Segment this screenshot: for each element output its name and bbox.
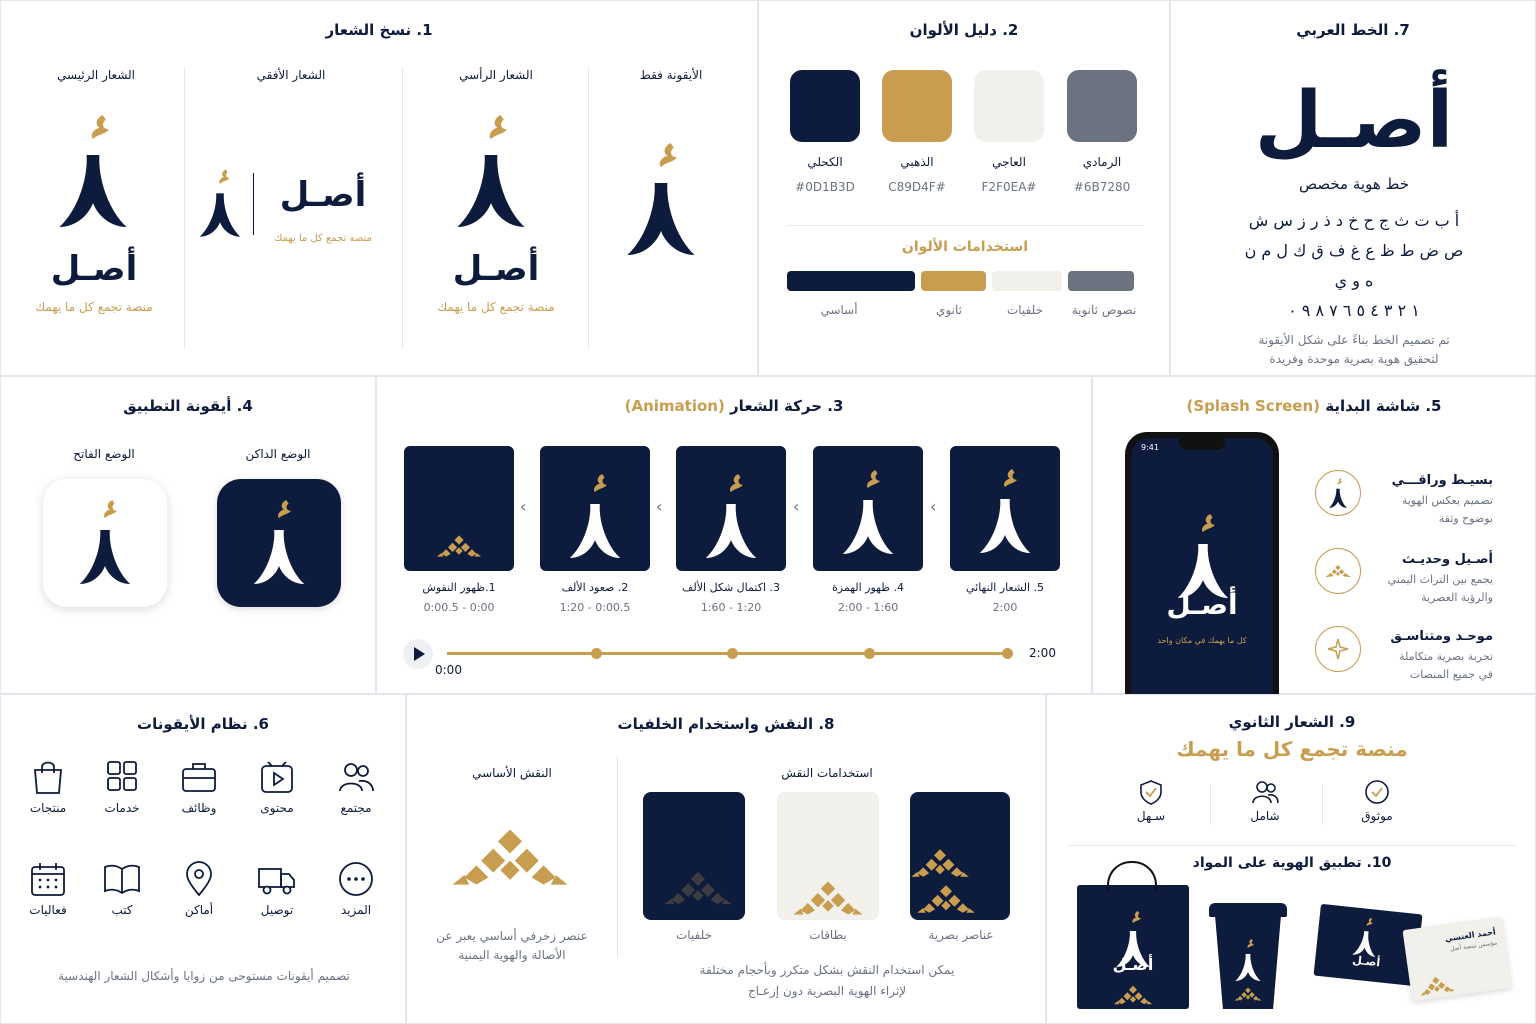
font-subtitle: خط هوية مخصص — [1298, 175, 1410, 193]
app-icon-panel — [0, 376, 376, 694]
alef-icon — [1233, 935, 1263, 985]
alef-icon — [975, 458, 1035, 564]
value-easy — [1111, 779, 1191, 823]
animation-frame — [676, 446, 786, 571]
coffee-cup-mockup — [1213, 903, 1283, 1009]
swatch-name: العاجي — [992, 155, 1026, 169]
usage-label: أساسي — [820, 303, 858, 317]
shield-check-icon — [1138, 779, 1164, 805]
icon-label: أماكن — [184, 903, 214, 917]
swatch-name: الذهبي — [900, 155, 934, 169]
feature-title: بسيـط وراقـــي — [1391, 473, 1493, 488]
feature-desc: بوضوح وثقة — [1438, 512, 1493, 525]
usage-bar-ivory — [992, 271, 1062, 291]
icon-label: مجتمع — [340, 801, 372, 815]
alphabet-row: ص ض ط ظ ع غ ف ق ك ل م ن — [1244, 241, 1464, 260]
wordmark: أصـل — [279, 175, 367, 215]
basic-pattern-label: النقش الأساسي — [472, 766, 552, 780]
chevron-right-icon: › — [793, 497, 800, 516]
section-title: 7. الخط العربي — [1296, 21, 1410, 39]
check-circle-icon — [1364, 779, 1390, 805]
card-name: أحمد العنسي — [1444, 927, 1497, 944]
animation-panel — [376, 376, 1092, 694]
shopping-bag-mockup — [1077, 885, 1189, 1009]
pattern-use-label: خلفيات — [675, 928, 713, 942]
card-role: مؤسس منصة أصل — [1449, 939, 1498, 953]
usage-bar-gold — [921, 271, 986, 291]
value-comprehensive — [1225, 779, 1305, 823]
pattern-icon — [447, 827, 573, 887]
usage-bar-navy — [787, 271, 915, 291]
play-button[interactable] — [403, 639, 433, 669]
icon-label: المزيد — [340, 903, 372, 917]
timeline-end: 2:00 — [1029, 646, 1056, 660]
wordmark: أصـل — [1166, 588, 1238, 621]
animation-frame — [404, 446, 514, 571]
alef-icon — [249, 487, 309, 597]
timeline-marker[interactable] — [1002, 648, 1013, 659]
swatch-gray — [1067, 70, 1137, 142]
swatch-gold — [882, 70, 952, 142]
tagline: منصة تجمع كل ما يهمك — [274, 233, 372, 244]
icon-products[interactable] — [18, 759, 78, 815]
icons-note: تصميم أيقونات مستوحى من زوايا وأشكال الشعار الهندسية — [58, 969, 350, 983]
swatch-hex: #C89D4F — [888, 180, 946, 194]
shopping-bag-icon — [29, 759, 67, 795]
secondary-slogan: منصة تجمع كل ما يهمك — [1176, 737, 1408, 761]
notch — [1179, 438, 1225, 450]
tagline: منصة تجمع كل ما يهمك — [437, 300, 555, 314]
animation-frame — [813, 446, 923, 571]
feature-title: أصـيل وحديـث — [1402, 552, 1493, 567]
icon-label: محتوى — [260, 801, 294, 815]
chevron-right-icon: › — [930, 497, 937, 516]
logo-versions-panel — [0, 0, 758, 376]
card-wordmark: أصـل — [1351, 953, 1381, 970]
swatch-name: الرمادي — [1082, 155, 1122, 169]
icon-label: منتجات — [29, 801, 67, 815]
business-card-front — [1402, 916, 1511, 1001]
phone-mockup — [1125, 432, 1279, 695]
usage-label: ثانوي — [936, 303, 962, 317]
swatch-hex: #F2F0EA — [981, 180, 1037, 194]
section-title — [377, 397, 1091, 415]
bag-wordmark: أصـل — [1112, 955, 1154, 974]
chevron-right-icon: › — [520, 497, 527, 516]
animation-title-en: (Animation) — [624, 397, 725, 415]
icon-label: توصيل — [260, 903, 294, 917]
tagline: منصة تجمع كل ما يهمك — [35, 300, 153, 314]
frame-label: 5. الشعار النهائي — [965, 581, 1045, 594]
book-icon — [102, 861, 142, 897]
section-title — [1093, 397, 1535, 415]
frame-time: 2:00 — [992, 601, 1018, 614]
frame-time: 1:60 - 2:00 — [837, 601, 899, 614]
timeline-marker[interactable] — [864, 648, 875, 659]
truck-icon — [257, 861, 297, 897]
basic-pattern-desc: عنصر زخرفي أساسي يعبر عن — [436, 929, 588, 943]
frame-label: 4. ظهور الهمزة — [832, 581, 904, 594]
colors-panel — [758, 0, 1170, 376]
font-note: تم تصميم الخط بناءً على شكل الأيقونة — [1258, 333, 1450, 347]
animation-frame — [540, 446, 650, 571]
app-icon-dark — [217, 479, 341, 607]
play-icon — [414, 647, 425, 661]
alef-icon — [701, 466, 761, 566]
usage-title: استخدامات الألوان — [901, 239, 1029, 255]
section-title: 4. أيقونة التطبيق — [123, 397, 253, 415]
value-label: شامل — [1250, 809, 1280, 823]
app-icon-light — [43, 479, 167, 607]
alef-icon — [53, 101, 133, 241]
video-icon — [258, 759, 296, 795]
splash-title: 5. شاشة البداية — [1325, 397, 1442, 415]
feature-desc: تصميم يعكس الهوية — [1401, 494, 1493, 507]
secondary-panel — [1046, 694, 1536, 1024]
value-label: سـهل — [1136, 809, 1166, 823]
alef-icon — [838, 460, 898, 564]
feature-desc: والرؤية العصرية — [1421, 591, 1493, 604]
frame-time: 0:00.5 - 1:20 — [559, 601, 631, 614]
frame-label: 2. صعود الألف — [561, 581, 629, 594]
icon-jobs[interactable] — [169, 759, 229, 815]
icon-only-label: الأيقونة فقط — [639, 68, 703, 82]
icon-label: خدمات — [104, 801, 140, 815]
usage-label: نصوص ثانوية — [1071, 303, 1137, 317]
icon-services[interactable] — [92, 759, 152, 815]
timeline-marker[interactable] — [727, 648, 738, 659]
alef-icon — [75, 487, 135, 597]
status-time: 9:41 — [1141, 443, 1159, 452]
pattern-note: لإثراء الهوية البصرية دون إزعـاج — [747, 984, 907, 998]
feature-desc: في جميع المنصات — [1409, 668, 1493, 681]
splash-panel — [1092, 376, 1536, 694]
icons-panel — [0, 694, 406, 1024]
grid-icon — [103, 759, 141, 795]
users-icon — [337, 759, 375, 795]
animation-title: 3. حركة الشعار — [730, 397, 844, 415]
font-sample: أصـل — [1254, 76, 1454, 166]
icon-more[interactable] — [326, 861, 386, 917]
wordmark: أصـل — [50, 249, 138, 289]
alef-icon — [196, 163, 244, 243]
dark-mode-label: الوضع الداكن — [245, 447, 311, 461]
alef-icon — [451, 101, 531, 241]
materials-title: 10. تطبيق الهوية على المواد — [1192, 855, 1392, 871]
section-title: 9. الشعار الثانوي — [1228, 713, 1356, 731]
value-trusted — [1337, 779, 1417, 823]
swatch-hex: #6B7280 — [1073, 180, 1131, 194]
pattern-uses-label: استخدامات النقش — [781, 766, 873, 780]
vertical-logo-label: الشعار الرأسي — [459, 68, 533, 82]
frame-label: 3. اكتمال شكل الألف — [682, 581, 780, 594]
alphabet-row: ه و ي — [1334, 271, 1374, 290]
icon-events[interactable] — [18, 861, 78, 917]
frame-label: 1.ظهور النقوش — [422, 581, 496, 594]
location-pin-icon — [180, 861, 218, 897]
users-icon — [1251, 779, 1279, 805]
pattern-use-visual-elements — [910, 792, 1010, 920]
value-label: موثوق — [1361, 809, 1393, 823]
pattern-use-label: عناصر بصرية — [928, 928, 994, 942]
horizontal-logo-label: الشعار الأفقي — [256, 68, 326, 82]
pattern-note: يمكن استخدام النقش بشكل متكرر وبأحجام مختلفة — [699, 963, 955, 977]
icon-label: كتب — [111, 903, 133, 917]
frame-time: 0:00 - 0:00.5 — [423, 601, 495, 614]
wordmark: أصـل — [452, 249, 540, 289]
frame-time: 1:20 - 1:60 — [700, 601, 762, 614]
alef-icon — [621, 129, 701, 269]
icon-delivery[interactable] — [247, 861, 307, 917]
swatch-name: الكحلي — [807, 155, 843, 169]
timeline-start: 0:00 — [435, 663, 462, 677]
section-title: 6. نظام الأيقونات — [137, 715, 269, 733]
pattern-panel — [406, 694, 1046, 1024]
section-title: 8. النقش واستخدام الخلفيات — [617, 715, 835, 733]
basic-pattern-desc: الأصالة والهوية اليمنية — [458, 948, 566, 962]
section-title: 2. دليل الألوان — [909, 21, 1019, 39]
swatch-ivory — [974, 70, 1044, 142]
calendar-icon — [29, 861, 67, 897]
icon-books[interactable] — [92, 861, 152, 917]
icon-label: فعاليات — [29, 903, 67, 917]
more-icon — [337, 861, 375, 897]
swatch-navy — [790, 70, 860, 142]
section-title: 1. نسخ الشعار — [325, 21, 433, 39]
digits-row: ١ ٢ ٣ ٤ ٥ ٦ ٧ ٨ ٩ ٠ — [1288, 301, 1420, 320]
animation-frame — [950, 446, 1060, 571]
timeline-marker[interactable] — [591, 648, 602, 659]
alphabet-row: أ ب ت ث ج ح خ د ذ ر ز س ش — [1248, 211, 1460, 230]
font-panel — [1170, 0, 1536, 376]
light-mode-label: الوضع الفاتح — [73, 447, 135, 461]
icon-places[interactable] — [169, 861, 229, 917]
feature-desc: يجمع بين التراث اليمني — [1387, 573, 1493, 586]
icon-label: وظائف — [181, 801, 217, 815]
usage-label: خلفيات — [1006, 303, 1044, 317]
icon-community[interactable] — [326, 759, 386, 815]
font-note: لتحقيق هوية بصرية موحدة وفريدة — [1269, 352, 1439, 366]
usage-bar-gray — [1068, 271, 1134, 291]
icon-content[interactable] — [247, 759, 307, 815]
pattern-icon — [436, 534, 482, 558]
splash-title-en: (Splash Screen) — [1186, 397, 1320, 415]
splash-tagline: كل ما يهمك في مكان واحد — [1157, 636, 1247, 645]
swatch-hex: #0D1B3D — [795, 180, 855, 194]
pattern-use-cards — [777, 792, 879, 920]
feature-title: موحـد ومتناسـق — [1390, 629, 1493, 644]
chevron-right-icon: › — [656, 497, 663, 516]
briefcase-icon — [180, 759, 218, 795]
alef-icon — [565, 466, 625, 566]
pattern-use-backgrounds — [643, 792, 745, 920]
main-logo-label: الشعار الرئيسي — [56, 68, 136, 82]
feature-desc: تجربة بصرية متكاملة — [1399, 650, 1493, 663]
pattern-use-label: بطاقات — [809, 928, 847, 942]
